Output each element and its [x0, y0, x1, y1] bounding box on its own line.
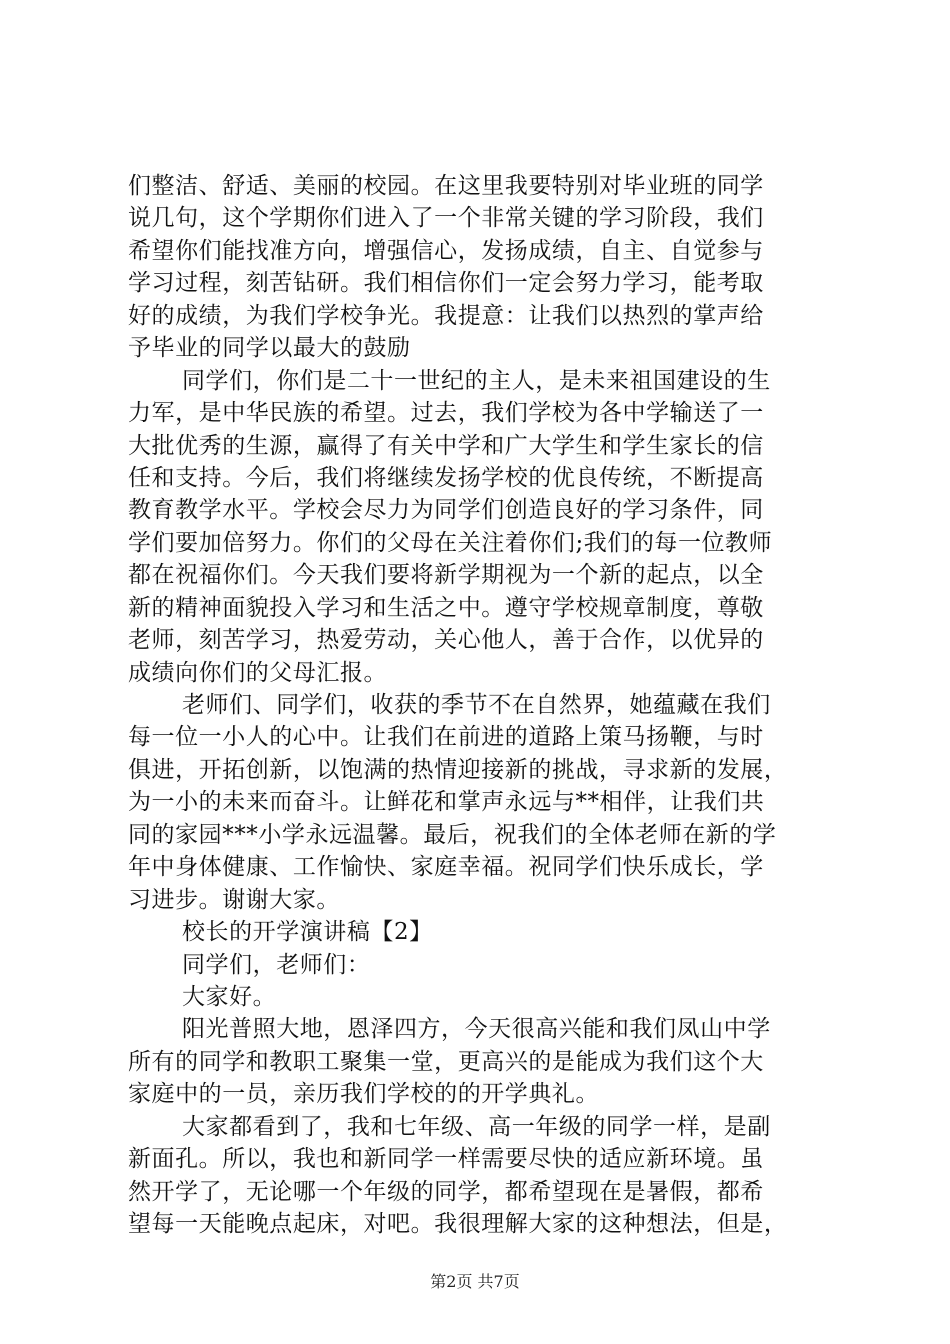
- document-body: [128, 170, 833, 1240]
- text-line: 都在祝福你们。今天我们要将新学期视为一个新的起点，以全: [128, 562, 764, 589]
- text-line: 们整洁、舒适、美丽的校园。在这里我要特别对毕业班的同学: [128, 173, 764, 199]
- text-line: 所有的同学和教职工聚集一堂，更高兴的是能成为我们这个大: [128, 1048, 764, 1075]
- text-line: 任和支持。今后，我们将继续发扬学校的优良传统，不断提高: [128, 464, 764, 491]
- text-line: 同学们，你们是二十一世纪的主人，是未来祖国建设的生: [182, 367, 771, 394]
- text-line: 望每一天能晚点起床，对吧。我很理解大家的这种想法，但是，: [128, 1211, 788, 1237]
- text-line: 力军，是中华民族的希望。过去，我们学校为各中学输送了一: [128, 400, 764, 427]
- text-line: 习进步。谢谢大家。: [128, 886, 340, 913]
- text-line: 每一位一小人的心中。让我们在前进的道路上策马扬鞭，与时: [128, 724, 764, 751]
- text-line: 老师们、同学们，收获的季节不在自然界，她蕴藏在我们: [182, 692, 771, 718]
- text-line: 年中身体健康、工作愉快、家庭幸福。祝同学们快乐成长，学: [128, 854, 764, 881]
- text-line: 教育教学水平。学校会尽力为同学们创造良好的学习条件，同: [128, 497, 764, 524]
- text-line: 新的精神面貌投入学习和生活之中。遵守学校规章制度，尊敬: [128, 594, 764, 621]
- text-line: 大家都看到了，我和七年级、高一年级的同学一样，是副: [182, 1113, 771, 1140]
- text-line: 说几句，这个学期你们进入了一个非常关键的学习阶段，我们: [128, 205, 764, 232]
- text-line: 学们要加倍努力。你们的父母在关注着你们;我们的每一位教师: [128, 529, 773, 556]
- text-line: 学习过程，刻苦钻研。我们相信你们一定会努力学习，能考取: [128, 270, 764, 297]
- text-line: 老师，刻苦学习，热爱劳动，关心他人，善于合作，以优异的: [128, 627, 764, 654]
- text-line: 同学们，老师们：: [182, 951, 371, 978]
- text-line: 大家好。: [182, 983, 277, 1010]
- text-line: 然开学了，无论哪一个年级的同学，都希望现在是暑假，都希: [128, 1178, 764, 1205]
- text-line: 成绩向你们的父母汇报。: [128, 659, 388, 686]
- text-line: 家庭中的一员，亲历我们学校的的开学典礼。: [128, 1081, 599, 1108]
- text-line: 阳光普照大地，恩泽四方，今天很高兴能和我们凤山中学: [182, 1016, 771, 1043]
- text-line: 大批优秀的生源，赢得了有关中学和广大学生和学生家长的信: [128, 432, 764, 459]
- text-line: 予毕业的同学以最大的鼓励: [128, 335, 411, 362]
- text-line: 同的家园***小学永远温馨。最后，祝我们的全体老师在新的学: [128, 821, 777, 848]
- text-line: 俱进，开拓创新，以饱满的热情迎接新的挑战，寻求新的发展，: [128, 756, 788, 783]
- text-line: 好的成绩，为我们学校争光。我提意：让我们以热烈的掌声给: [128, 302, 764, 329]
- text-line: 希望你们能找准方向，增强信心，发扬成绩，自主、自觉参与: [128, 237, 764, 264]
- page-footer: 第2页 共7页: [430, 1272, 520, 1291]
- text-line: 为一小的未来而奋斗。让鲜花和掌声永远与**相伴，让我们共: [128, 789, 765, 816]
- text-line: 新面孔。所以，我也和新同学一样需要尽快的适应新环境。虽: [128, 1146, 764, 1173]
- text-line: 校长的开学演讲稿【2】: [182, 919, 433, 946]
